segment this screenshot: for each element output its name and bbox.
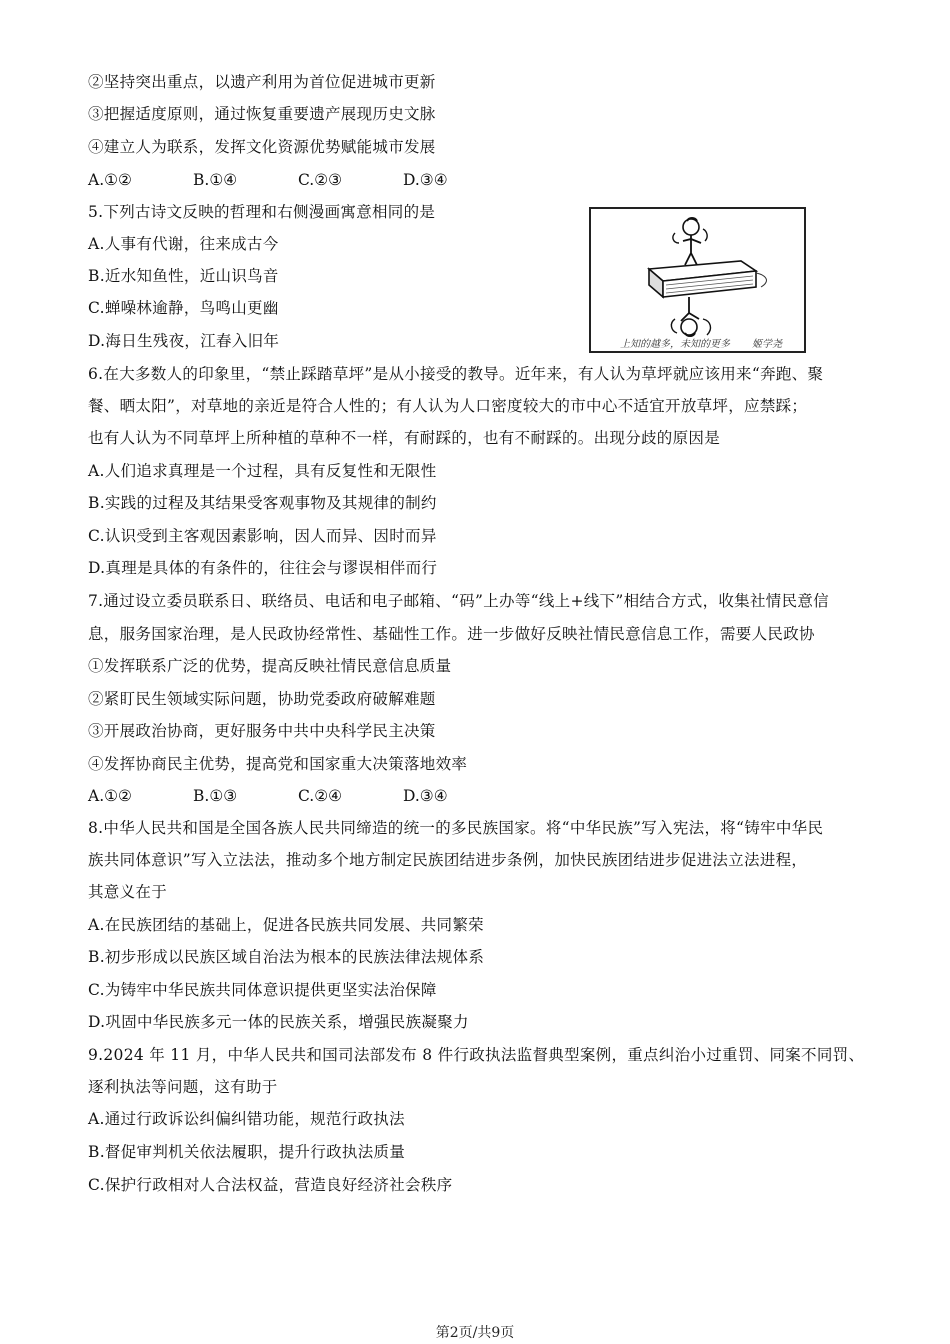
q4-option-a: A.①②: [88, 171, 132, 189]
q7-item-2: ②紧盯民生领域实际问题，协助党委政府破解难题: [88, 690, 436, 708]
q6-stem-line-3: 也有人认为不同草坪上所种植的草种不一样，有耐踩的，也有不耐踩的。出现分歧的原因是: [88, 429, 721, 447]
q4-option-c: C.②③: [298, 171, 343, 189]
q7-options: [88, 786, 508, 806]
q9-option-b: B.督促审判机关依法履职，提升行政执法质量: [88, 1143, 406, 1161]
q7-option-d: D.③④: [403, 787, 448, 805]
q4-options: [88, 170, 508, 190]
q4-item-4: ④建立人为联系，发挥文化资源优势赋能城市发展: [88, 138, 436, 156]
q5-option-a: A.人事有代谢，往来成古今: [88, 235, 279, 253]
cartoon-signature: 姬学尧: [752, 339, 782, 350]
q7-option-a: A.①②: [88, 787, 132, 805]
q5-option-c: C.蝉噪林逾静，鸟鸣山更幽: [88, 299, 279, 317]
q5-option-d: D.海日生残夜，江春入旧年: [88, 332, 280, 350]
q7-stem-line-2: 息，服务国家治理，是人民政协经常性、基础性工作。进一步做好反映社情民意信息工作，需要人民政协: [88, 625, 815, 643]
q8-stem-line-2: 族共同体意识”写入立法法，推动多个地方制定民族团结进步条例，加快民族团结进步促进法立法进程，: [88, 851, 808, 869]
q8-option-b: B.初步形成以民族区域自治法为根本的民族法律法规体系: [88, 948, 485, 966]
q8-option-d: D.巩固中华民族多元一体的民族关系，增强民族凝聚力: [88, 1013, 469, 1031]
q4-item-3: ③把握适度原则，通过恢复重要遗产展现历史文脉: [88, 105, 436, 123]
q8-option-a: A.在民族团结的基础上，促进各民族共同发展、共同繁荣: [88, 916, 484, 934]
q7-item-3: ③开展政治协商，更好服务中共中央科学民主决策: [88, 722, 436, 740]
q7-option-c: C.②④: [298, 787, 343, 805]
q7-option-b: B.①③: [193, 787, 238, 805]
q9-option-a: A.通过行政诉讼纠偏纠错功能，规范行政执法: [88, 1110, 405, 1128]
q9-stem-line-2: 逐利执法等问题，这有助于: [88, 1078, 278, 1096]
cartoon-caption-text: 上知的越多，未知的更多: [620, 339, 730, 350]
q9-option-c: C.保护行政相对人合法权益，营造良好经济社会秩序: [88, 1176, 453, 1194]
q5-stem: 5.下列古诗文反映的哲理和右侧漫画寓意相同的是: [88, 203, 436, 221]
q6-stem-line-2: 餐、晒太阳”，对草地的亲近是符合人性的；有人认为人口密度较大的市中心不适宜开放草坪，应禁踩；: [88, 397, 808, 415]
q8-stem-line-1: 8.中华人民共和国是全国各族人民共同缔造的统一的多民族国家。将“中华民族”写入宪法，将“铸牢中华民: [88, 819, 824, 837]
cartoon-drawing: [591, 209, 804, 351]
q7-item-1: ①发挥联系广泛的优势，提高反映社情民意信息质量: [88, 657, 452, 675]
q4-option-b: B.①④: [193, 171, 238, 189]
page-footer: 第2页/共9页: [435, 1325, 515, 1341]
cartoon-figure: [589, 207, 806, 353]
q6-stem-line-1: 6.在大多数人的印象里，“禁止踩踏草坪”是从小接受的教导。近年来，有人认为草坪就应该用来“奔跑、聚: [88, 365, 824, 383]
q7-stem-line-1: 7.通过设立委员联系日、联络员、电话和电子邮箱、“码”上办等“线上+线下”相结合方式，收集社情民意信: [88, 592, 829, 610]
q6-option-d: D.真理是具体的有条件的，往往会与谬误相伴而行: [88, 559, 438, 577]
q6-option-b: B.实践的过程及其结果受客观事物及其规律的制约: [88, 494, 437, 512]
cartoon-caption: [620, 335, 782, 350]
q5-option-b: B.近水知鱼性，近山识鸟音: [88, 267, 279, 285]
q6-option-a: A.人们追求真理是一个过程，具有反复性和无限性: [88, 462, 437, 480]
q7-item-4: ④发挥协商民主优势，提高党和国家重大决策落地效率: [88, 755, 468, 773]
q9-stem-line-1: 9.2024 年 11 月，中华人民共和国司法部发布 8 件行政执法监督典型案例，重点纠治小过重罚、同案不同罚、: [88, 1046, 865, 1064]
q8-option-c: C.为铸牢中华民族共同体意识提供更坚实法治保障: [88, 981, 437, 999]
q8-stem-line-3: 其意义在于: [88, 883, 168, 901]
q4-item-2: ②坚持突出重点，以遗产利用为首位促进城市更新: [88, 73, 436, 91]
q4-option-d: D.③④: [403, 171, 448, 189]
q6-option-c: C.认识受到主客观因素影响，因人而异、因时而异: [88, 527, 437, 545]
